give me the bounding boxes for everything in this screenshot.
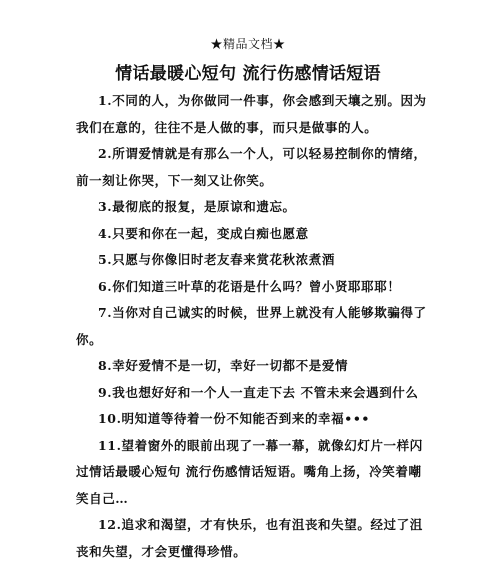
paragraph-9: 9.我也想好好和一个人一直走下去 不管未来会遇到什么 xyxy=(98,384,419,400)
paragraph-8: 8.幸好爱情不是一切，幸好一切都不是爱情 xyxy=(98,358,349,373)
header-label: ★精品文档★ xyxy=(210,37,286,51)
paragraph-1: 1.不同的人，为你做同一件事，你会感到天壤之别。因为我们在意的，往往不是人做的事，而只是做事的人。 xyxy=(76,93,427,135)
paragraph-2: 2.所谓爱情就是有那么一个人，可以轻易控制你的情绪，前一刻让你哭，下一刻又让你笑。 xyxy=(76,146,427,188)
document-title: 情话最暖心短句 流行伤感情话短语 xyxy=(115,64,381,84)
paragraph-10: 10.明知道等待着一份不知能否到来的幸福••• xyxy=(98,411,371,426)
paragraph-11: 11.望着窗外的眼前出现了一幕一幕，就像幻灯片一样闪过情话最暖心短句 流行伤感情话短语。嘴角上扬，冷笑着嘲笑自己… xyxy=(76,437,423,506)
paragraph-4: 4.只要和你在一起，变成白痴也愿意 xyxy=(98,225,309,241)
paragraph-7: 7.当你对自己诚实的时候，世界上就没有人能够欺骗得了你。 xyxy=(76,305,427,347)
paragraph-6: 6.你们知道三叶草的花语是什么吗？曾小贤耶耶耶！ xyxy=(98,278,401,294)
paragraph-12: 12.追求和渴望，才有快乐，也有沮丧和失望。经过了沮丧和失望，才会更懂得珍惜。 xyxy=(76,517,423,559)
paragraph-5: 5.只愿与你像旧时老友春来赏花秋浓煮酒 xyxy=(98,252,335,267)
paragraph-3: 3.最彻底的报复，是原谅和遗忘。 xyxy=(98,199,296,214)
document-body xyxy=(76,88,432,561)
